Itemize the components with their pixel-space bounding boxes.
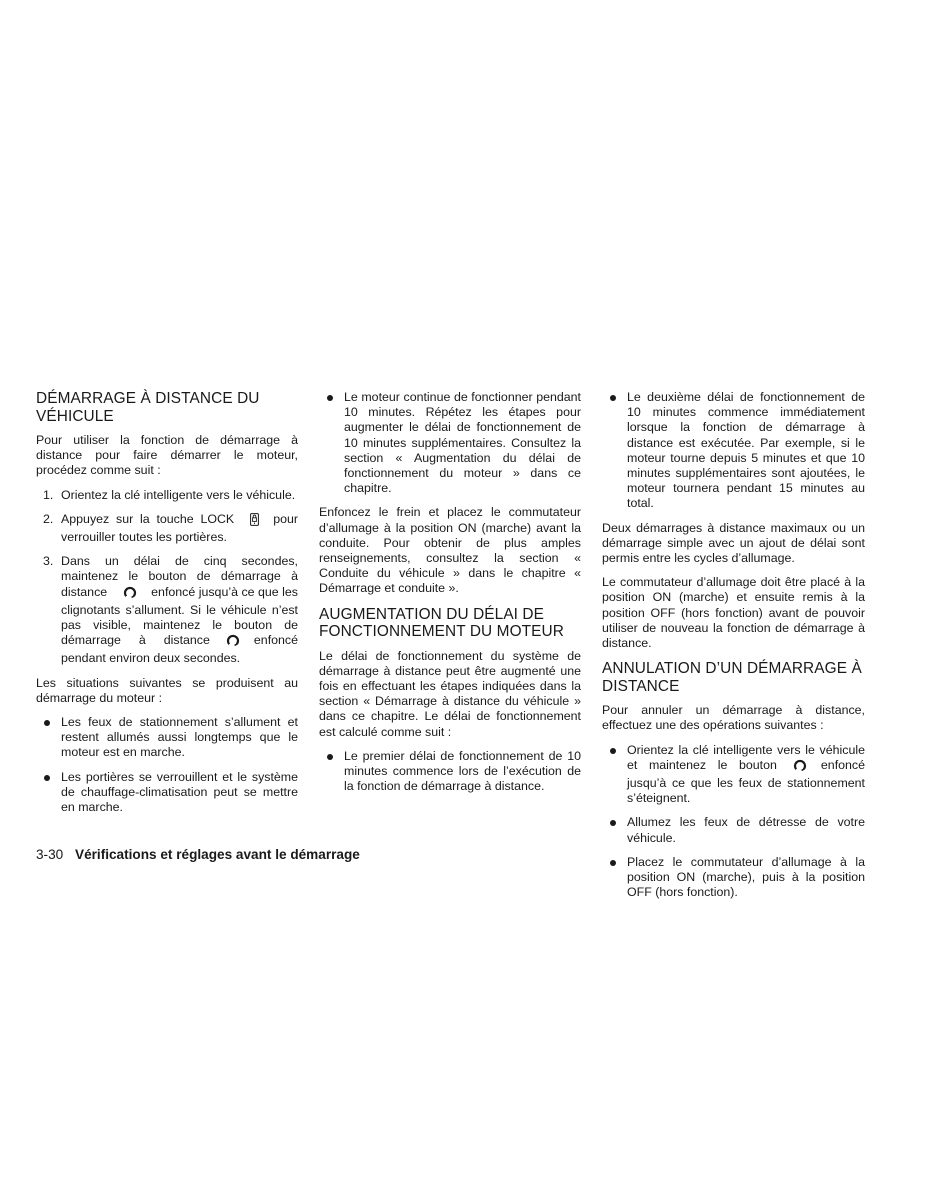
paragraph: Enfoncez le frein et placez le commutateur d’allumage à la position ON (marche) avant la conduite. Pour obtenir de plus amples renseignements, consultez la section « Conduite du véhicule » dans le chapitre « Démarrage et conduite ».	[319, 505, 581, 596]
paragraph: Le délai de fonctionnement du système de démarrage à distance peut être augmenté une fois en effectuant les étapes indiquées dans la section « Démarrage à distance du véhicule » dans ce chapitre. Le délai de fonctionnement est calculé comme suit :	[319, 648, 581, 739]
list-item	[319, 749, 581, 795]
section-heading-extend-run-time: AUGMENTATION DU DÉLAI DE FONCTIONNEMENT DU MOTEUR	[319, 605, 564, 641]
situations-intro: Les situations suivantes se produisent au démarrage du moteur :	[36, 675, 298, 705]
bullet-text: Le deuxième délai de fonctionnement de 10 minutes commence immédiatement lorsque la fonction de démarrage à distance est exécutée. Par exemple, si le moteur tourne depuis 5 minutes et que 10 minutes supplémentaires sont ajoutées, le moteur tournera pendant 15 minutes au total.	[627, 390, 865, 511]
bullet-text: Le moteur continue de fonctionner pendant 10 minutes. Répétez les étapes pour augmenter le délai de fonctionnement de 10 minutes supplémentaires. Consultez la section « Augmentation du délai de fonctionnement du moteur » dans ce chapitre.	[344, 390, 581, 496]
chapter-title: Vérifications et réglages avant le démarrage	[75, 847, 360, 862]
step-text: Orientez la clé intelligente vers le véhicule.	[61, 487, 296, 502]
list-item	[602, 855, 865, 901]
list-item	[36, 770, 298, 816]
bullet-text: Placez le commutateur d’allumage à la position ON (marche), puis à la position OFF (hors fonction).	[627, 854, 865, 900]
bullet-icon	[327, 395, 333, 401]
step-2	[36, 512, 298, 545]
section-heading-remote-start: DÉMARRAGE À DISTANCE DU VÉHICULE	[36, 390, 260, 425]
bullet-icon	[44, 720, 50, 726]
column-left	[36, 390, 298, 824]
bullet-text: Les feux de stationnement s’allument et restent allumés aussi longtemps que le moteur est en marche.	[61, 715, 298, 760]
list-item	[36, 715, 298, 761]
lock-icon	[250, 513, 259, 530]
column-right	[602, 390, 865, 909]
step-number: 1.	[43, 487, 54, 502]
list-item	[319, 390, 581, 496]
step-3	[36, 554, 298, 666]
bullet-icon	[610, 860, 616, 866]
bullet-icon	[610, 748, 616, 754]
step-text: Dans un délai de cinq secondes, maintenez le bouton de démarrage à distance	[61, 554, 298, 599]
bullet-text: Le premier délai de fonctionnement de 10 minutes commence lors de l’exécution de la fonction de démarrage à distance.	[344, 748, 581, 794]
step-number: 3.	[43, 554, 54, 569]
list-item	[602, 743, 865, 807]
remote-start-icon	[123, 585, 137, 603]
step-number: 2.	[43, 511, 54, 526]
page-footer	[36, 847, 360, 863]
bullet-icon	[610, 820, 616, 826]
list-item	[602, 390, 865, 512]
step-text: Appuyez sur la touche LOCK	[61, 511, 235, 526]
paragraph: Pour annuler un démarrage à distance, effectuez une des opérations suivantes :	[602, 703, 865, 733]
step-text: pour verrouiller toutes les portières.	[61, 511, 298, 545]
bullet-text: Allumez les feux de détresse de votre véhicule.	[627, 815, 865, 845]
remote-start-icon	[226, 633, 240, 651]
paragraph: Deux démarrages à distance maximaux ou un démarrage simple avec un ajout de délai sont permis entre les cycles d’allumage.	[602, 520, 865, 566]
step-1	[36, 488, 298, 503]
section-heading-cancel-remote-start: ANNULATION D’UN DÉMARRAGE À DISTANCE	[602, 660, 862, 695]
step-text: enfoncé jusqu’à ce que les clignotants s’allument. Si le véhicule n’est pas visible, maintenez le bouton de démarrage à distance	[61, 584, 298, 648]
remote-start-icon	[793, 758, 807, 776]
bullet-icon	[44, 775, 50, 781]
step-text: enfoncé pendant environ deux secondes.	[61, 633, 298, 666]
list-item	[602, 815, 865, 845]
column-middle	[319, 390, 581, 803]
bullet-text: Orientez la clé intelligente vers le véhicule et maintenez le bouton	[627, 742, 865, 772]
paragraph: Le commutateur d’allumage doit être placé à la position ON (marche) et ensuite remis à la position OFF (hors fonction) avant de pouvoir utiliser de nouveau la fonction de démarrage à distance.	[602, 575, 865, 651]
bullet-icon	[610, 395, 616, 401]
page-number: 3-30	[36, 847, 64, 862]
bullet-text: enfoncé jusqu’à ce que les feux de stationnement s’éteignent.	[627, 757, 865, 806]
bullet-icon	[327, 754, 333, 760]
bullet-text: Les portières se verrouillent et le système de chauffage-climatisation peut se mettre en marche.	[61, 769, 298, 815]
intro-paragraph: Pour utiliser la fonction de démarrage à distance pour faire démarrer le moteur, procédez comme suit :	[36, 433, 298, 478]
